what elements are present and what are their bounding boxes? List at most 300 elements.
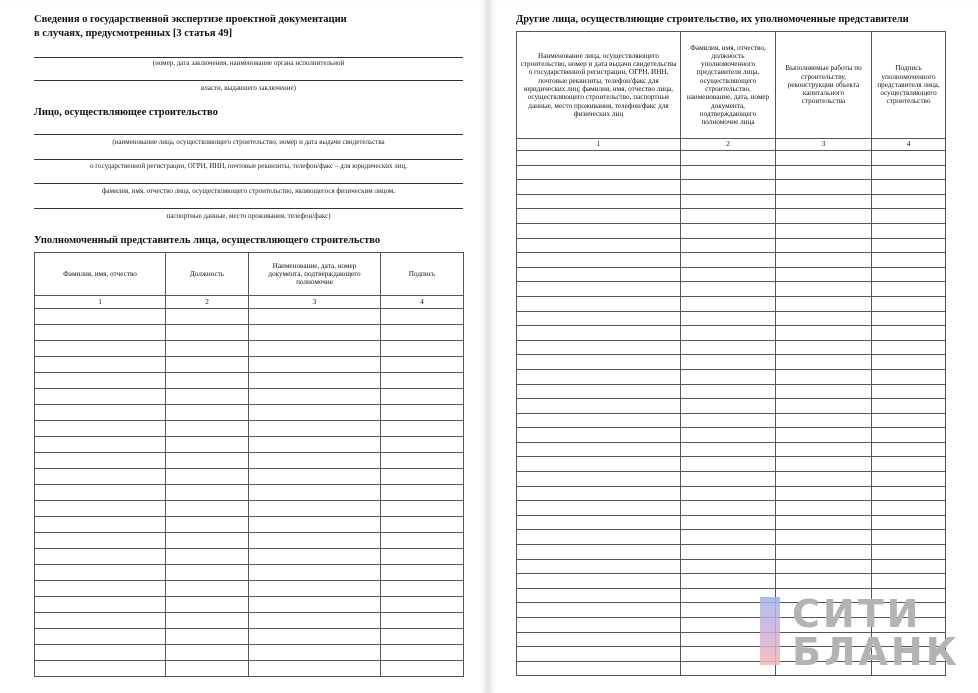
- empty-cell: [872, 253, 946, 268]
- table-header-row: [517, 32, 946, 139]
- table-row: [517, 238, 946, 253]
- expertise-note-1: (номер, дата заключения, наименование органа исполнительной: [152, 59, 345, 67]
- table-row: [517, 223, 946, 238]
- expertise-note-2: власти, выдавшего заключение): [201, 84, 296, 92]
- table-row: [517, 384, 946, 399]
- empty-cell: [776, 340, 872, 355]
- empty-cell: [776, 559, 872, 574]
- empty-cell: [166, 405, 249, 421]
- empty-cell: [381, 597, 464, 613]
- empty-cell: [381, 485, 464, 501]
- empty-cell: [776, 223, 872, 238]
- expertise-heading-line1: Сведения о государственной экспертизе проектной документации: [34, 14, 347, 25]
- empty-cell: [776, 296, 872, 311]
- empty-cell: [872, 180, 946, 195]
- empty-cell: [681, 209, 776, 224]
- table-row: [35, 389, 464, 405]
- empty-cell: [681, 238, 776, 253]
- empty-cell: [249, 453, 381, 469]
- empty-cell: [166, 453, 249, 469]
- empty-cell: [166, 325, 249, 341]
- column-number: 3: [249, 296, 381, 309]
- empty-cell: [381, 613, 464, 629]
- builder-blank-line-4: [34, 208, 463, 209]
- empty-cell: [517, 282, 681, 297]
- table-row: [35, 485, 464, 501]
- empty-cell: [776, 501, 872, 516]
- table-row: [35, 661, 464, 677]
- expertise-blank-line-1: [34, 57, 463, 58]
- empty-cell: [249, 565, 381, 581]
- table-row: [35, 325, 464, 341]
- empty-cell: [681, 253, 776, 268]
- empty-cell: [872, 311, 946, 326]
- empty-cell: [776, 151, 872, 166]
- empty-cell: [35, 629, 166, 645]
- builder-note-2: о государственной регистрации, ОГРН, ИНН, почтовые реквизиты, телефон/факс – для юридических лиц,: [89, 162, 408, 170]
- empty-cell: [776, 209, 872, 224]
- table-row: [35, 533, 464, 549]
- empty-cell: [166, 341, 249, 357]
- other-persons-heading: Другие лица, осуществляющие строительство, их уполномоченные представители: [516, 14, 909, 25]
- empty-cell: [249, 597, 381, 613]
- empty-cell: [872, 326, 946, 341]
- column-number-row: [517, 139, 946, 151]
- representative-table: [34, 252, 464, 677]
- empty-cell: [681, 384, 776, 399]
- expertise-heading-line2: в случаях, предусмотренных [3 статья 49]: [34, 27, 233, 39]
- empty-cell: [681, 545, 776, 560]
- table-row: [517, 165, 946, 180]
- table-row: [517, 472, 946, 487]
- empty-cell: [249, 661, 381, 677]
- table-row: [517, 545, 946, 560]
- empty-cell: [517, 545, 681, 560]
- empty-cell: [872, 574, 946, 589]
- empty-cell: [517, 442, 681, 457]
- empty-cell: [517, 603, 681, 618]
- empty-cell: [872, 267, 946, 282]
- empty-cell: [872, 194, 946, 209]
- empty-cell: [681, 180, 776, 195]
- table-row: [35, 549, 464, 565]
- empty-cell: [517, 223, 681, 238]
- table-row: [517, 559, 946, 574]
- empty-cell: [166, 629, 249, 645]
- empty-cell: [517, 457, 681, 472]
- empty-cell: [249, 533, 381, 549]
- empty-cell: [517, 180, 681, 195]
- empty-cell: [381, 501, 464, 517]
- empty-cell: [166, 645, 249, 661]
- header-cell: Наименование, дата, номер документа, подтверждающего полномочие: [249, 253, 381, 296]
- empty-cell: [681, 501, 776, 516]
- empty-cell: [681, 486, 776, 501]
- empty-cell: [517, 165, 681, 180]
- empty-cell: [872, 501, 946, 516]
- empty-cell: [381, 437, 464, 453]
- empty-cell: [381, 549, 464, 565]
- empty-cell: [517, 296, 681, 311]
- table-row: [35, 613, 464, 629]
- empty-cell: [381, 565, 464, 581]
- logo-gradient-bar: [760, 597, 780, 665]
- empty-cell: [35, 517, 166, 533]
- empty-cell: [249, 469, 381, 485]
- empty-cell: [517, 326, 681, 341]
- empty-cell: [872, 457, 946, 472]
- builder-blank-line-3: [34, 183, 463, 184]
- table-row: [35, 581, 464, 597]
- empty-cell: [517, 588, 681, 603]
- empty-cell: [249, 389, 381, 405]
- empty-cell: [166, 485, 249, 501]
- builder-blank-line-2: [34, 159, 463, 160]
- column-number: 1: [35, 296, 166, 309]
- empty-cell: [249, 613, 381, 629]
- empty-cell: [517, 369, 681, 384]
- empty-cell: [872, 223, 946, 238]
- empty-cell: [681, 559, 776, 574]
- empty-cell: [381, 517, 464, 533]
- empty-cell: [776, 282, 872, 297]
- empty-cell: [517, 413, 681, 428]
- empty-cell: [35, 597, 166, 613]
- empty-cell: [35, 437, 166, 453]
- empty-cell: [776, 194, 872, 209]
- empty-cell: [776, 428, 872, 443]
- empty-cell: [249, 517, 381, 533]
- empty-cell: [681, 326, 776, 341]
- empty-cell: [249, 325, 381, 341]
- table-row: [517, 399, 946, 414]
- empty-cell: [681, 340, 776, 355]
- empty-cell: [681, 428, 776, 443]
- empty-cell: [776, 399, 872, 414]
- empty-cell: [166, 357, 249, 373]
- representative-heading: Уполномоченный представитель лица, осуществляющего строительство: [34, 235, 381, 246]
- empty-cell: [517, 515, 681, 530]
- table-row: [517, 267, 946, 282]
- table-row: [517, 515, 946, 530]
- table-row: [35, 421, 464, 437]
- empty-cell: [166, 421, 249, 437]
- table-row: [35, 517, 464, 533]
- table-row: [517, 574, 946, 589]
- table-row: [35, 357, 464, 373]
- builder-note-3: фамилия, имя, отчество лица, осуществляющего строительство, являющегося физическим лицом,: [102, 187, 395, 195]
- empty-cell: [776, 486, 872, 501]
- empty-cell: [381, 661, 464, 677]
- empty-cell: [681, 355, 776, 370]
- header-cell: Фамилия, имя, отчество: [35, 253, 166, 296]
- empty-cell: [517, 340, 681, 355]
- empty-cell: [249, 341, 381, 357]
- empty-cell: [381, 629, 464, 645]
- empty-cell: [166, 517, 249, 533]
- empty-cell: [681, 399, 776, 414]
- empty-cell: [381, 373, 464, 389]
- left-page: [0, 0, 486, 693]
- empty-cell: [249, 645, 381, 661]
- empty-cell: [517, 530, 681, 545]
- empty-cell: [681, 574, 776, 589]
- empty-cell: [166, 373, 249, 389]
- empty-cell: [35, 357, 166, 373]
- empty-cell: [517, 574, 681, 589]
- empty-cell: [776, 355, 872, 370]
- empty-cell: [681, 515, 776, 530]
- header-cell: Выполняемые работы по строительству, реконструкции объекта капитального строительства: [776, 32, 872, 139]
- empty-cell: [681, 530, 776, 545]
- empty-cell: [166, 597, 249, 613]
- empty-cell: [249, 549, 381, 565]
- empty-cell: [776, 326, 872, 341]
- empty-cell: [381, 389, 464, 405]
- empty-cell: [35, 469, 166, 485]
- citiblank-logo: [760, 592, 960, 674]
- empty-cell: [35, 645, 166, 661]
- column-number: 4: [872, 139, 946, 151]
- empty-cell: [35, 485, 166, 501]
- empty-cell: [517, 253, 681, 268]
- table-row: [35, 597, 464, 613]
- empty-cell: [517, 267, 681, 282]
- empty-cell: [517, 618, 681, 633]
- table-row: [517, 194, 946, 209]
- right-page: [490, 0, 978, 693]
- empty-cell: [35, 309, 166, 325]
- table-row: [35, 469, 464, 485]
- empty-cell: [776, 267, 872, 282]
- table-row: [517, 209, 946, 224]
- empty-cell: [872, 472, 946, 487]
- empty-cell: [517, 501, 681, 516]
- empty-cell: [776, 311, 872, 326]
- empty-cell: [249, 373, 381, 389]
- table-row: [517, 457, 946, 472]
- empty-cell: [872, 399, 946, 414]
- empty-cell: [35, 421, 166, 437]
- empty-cell: [166, 389, 249, 405]
- empty-cell: [776, 545, 872, 560]
- empty-cell: [517, 151, 681, 166]
- empty-cell: [872, 559, 946, 574]
- header-cell: Наименование лица, осуществляющего строительство, номер и дата выдачи свидетельства о государственной регистрации, ОГРН, ИНН, почтовые реквизиты, телефон/факс для юридических лиц; фамилия, имя, отчество лица, осуществляющего строительство, паспортные данные, место проживания, телефон/факс для физических лиц: [517, 32, 681, 139]
- empty-cell: [35, 613, 166, 629]
- empty-cell: [249, 309, 381, 325]
- table-row: [35, 629, 464, 645]
- empty-cell: [166, 661, 249, 677]
- empty-cell: [872, 442, 946, 457]
- empty-cell: [872, 530, 946, 545]
- builder-heading: Лицо, осуществляющее строительство: [34, 107, 218, 118]
- table-row: [35, 405, 464, 421]
- empty-cell: [681, 151, 776, 166]
- empty-cell: [776, 384, 872, 399]
- table-row: [35, 501, 464, 517]
- empty-cell: [776, 515, 872, 530]
- builder-note-1: (наименование лица, осуществляющего строительство, номер и дата выдачи свидетельства: [112, 138, 385, 146]
- empty-cell: [681, 194, 776, 209]
- empty-cell: [517, 661, 681, 676]
- table-row: [517, 151, 946, 166]
- table-row: [517, 296, 946, 311]
- empty-cell: [35, 565, 166, 581]
- table-row: [35, 373, 464, 389]
- empty-cell: [776, 457, 872, 472]
- empty-cell: [35, 373, 166, 389]
- empty-cell: [166, 469, 249, 485]
- empty-cell: [681, 296, 776, 311]
- table-row: [517, 530, 946, 545]
- builder-note-4: паспортные данные, место проживания, телефон/факс): [166, 212, 331, 220]
- empty-cell: [35, 453, 166, 469]
- table-row: [35, 645, 464, 661]
- column-number: 2: [681, 139, 776, 151]
- empty-cell: [681, 267, 776, 282]
- empty-cell: [517, 472, 681, 487]
- empty-cell: [381, 405, 464, 421]
- empty-cell: [166, 613, 249, 629]
- empty-cell: [381, 645, 464, 661]
- table-row: [35, 565, 464, 581]
- empty-cell: [381, 533, 464, 549]
- column-number-row: [35, 296, 464, 309]
- empty-cell: [517, 194, 681, 209]
- header-cell: Подпись уполномоченного представителя лица, осуществляющего строительство: [872, 32, 946, 139]
- table-row: [517, 413, 946, 428]
- empty-cell: [681, 282, 776, 297]
- empty-cell: [249, 405, 381, 421]
- empty-cell: [517, 647, 681, 662]
- empty-cell: [35, 325, 166, 341]
- empty-cell: [381, 581, 464, 597]
- empty-cell: [381, 357, 464, 373]
- empty-cell: [381, 309, 464, 325]
- table-header-row: [35, 253, 464, 296]
- empty-cell: [681, 457, 776, 472]
- header-cell: Подпись: [381, 253, 464, 296]
- table-row: [517, 486, 946, 501]
- column-number: 3: [776, 139, 872, 151]
- header-cell: Фамилия, имя, отчество, должность уполномоченного представителя лица, осуществляющего строительство, наименование, дата, номер документа, подтверждающего полномочие лица: [681, 32, 776, 139]
- empty-cell: [681, 223, 776, 238]
- table-row: [35, 453, 464, 469]
- empty-cell: [872, 515, 946, 530]
- table-row: [517, 355, 946, 370]
- empty-cell: [249, 421, 381, 437]
- table-row: [35, 341, 464, 357]
- table-row: [517, 340, 946, 355]
- empty-cell: [35, 389, 166, 405]
- empty-cell: [517, 559, 681, 574]
- column-number: 4: [381, 296, 464, 309]
- empty-cell: [35, 405, 166, 421]
- empty-cell: [381, 341, 464, 357]
- empty-cell: [166, 437, 249, 453]
- empty-cell: [776, 253, 872, 268]
- empty-cell: [681, 311, 776, 326]
- empty-cell: [517, 209, 681, 224]
- empty-cell: [681, 442, 776, 457]
- empty-cell: [249, 485, 381, 501]
- empty-cell: [872, 296, 946, 311]
- empty-cell: [517, 428, 681, 443]
- table-row: [517, 253, 946, 268]
- empty-cell: [35, 581, 166, 597]
- empty-cell: [872, 282, 946, 297]
- table-row: [517, 442, 946, 457]
- empty-cell: [872, 355, 946, 370]
- header-cell: Должность: [166, 253, 249, 296]
- empty-cell: [872, 340, 946, 355]
- builder-blank-line-1: [34, 134, 463, 135]
- other-persons-table: [516, 31, 946, 676]
- empty-cell: [776, 180, 872, 195]
- table-row: [517, 428, 946, 443]
- logo-text-line2: БЛАНК: [792, 630, 960, 674]
- logo-text-line1: СИТИ: [792, 592, 922, 636]
- empty-cell: [381, 469, 464, 485]
- empty-cell: [872, 384, 946, 399]
- empty-cell: [249, 501, 381, 517]
- empty-cell: [35, 661, 166, 677]
- table-row: [35, 437, 464, 453]
- empty-cell: [381, 325, 464, 341]
- empty-cell: [249, 581, 381, 597]
- empty-cell: [166, 501, 249, 517]
- empty-cell: [872, 428, 946, 443]
- empty-cell: [776, 369, 872, 384]
- empty-cell: [249, 357, 381, 373]
- empty-cell: [35, 533, 166, 549]
- empty-cell: [872, 209, 946, 224]
- table-row: [517, 311, 946, 326]
- empty-cell: [776, 530, 872, 545]
- table-row: [517, 501, 946, 516]
- table-row: [35, 309, 464, 325]
- column-number: 1: [517, 139, 681, 151]
- empty-cell: [249, 437, 381, 453]
- empty-cell: [517, 399, 681, 414]
- empty-cell: [517, 355, 681, 370]
- empty-cell: [35, 341, 166, 357]
- empty-cell: [681, 369, 776, 384]
- empty-cell: [249, 629, 381, 645]
- empty-cell: [166, 581, 249, 597]
- empty-cell: [166, 309, 249, 325]
- empty-cell: [381, 421, 464, 437]
- table-row: [517, 369, 946, 384]
- empty-cell: [166, 549, 249, 565]
- empty-cell: [872, 369, 946, 384]
- empty-cell: [872, 486, 946, 501]
- empty-cell: [776, 442, 872, 457]
- empty-cell: [517, 238, 681, 253]
- empty-cell: [517, 632, 681, 647]
- empty-cell: [681, 165, 776, 180]
- empty-cell: [166, 565, 249, 581]
- empty-cell: [776, 238, 872, 253]
- expertise-heading: [34, 13, 464, 40]
- empty-cell: [681, 413, 776, 428]
- empty-cell: [776, 165, 872, 180]
- empty-cell: [776, 574, 872, 589]
- empty-cell: [872, 413, 946, 428]
- empty-cell: [517, 311, 681, 326]
- empty-cell: [381, 453, 464, 469]
